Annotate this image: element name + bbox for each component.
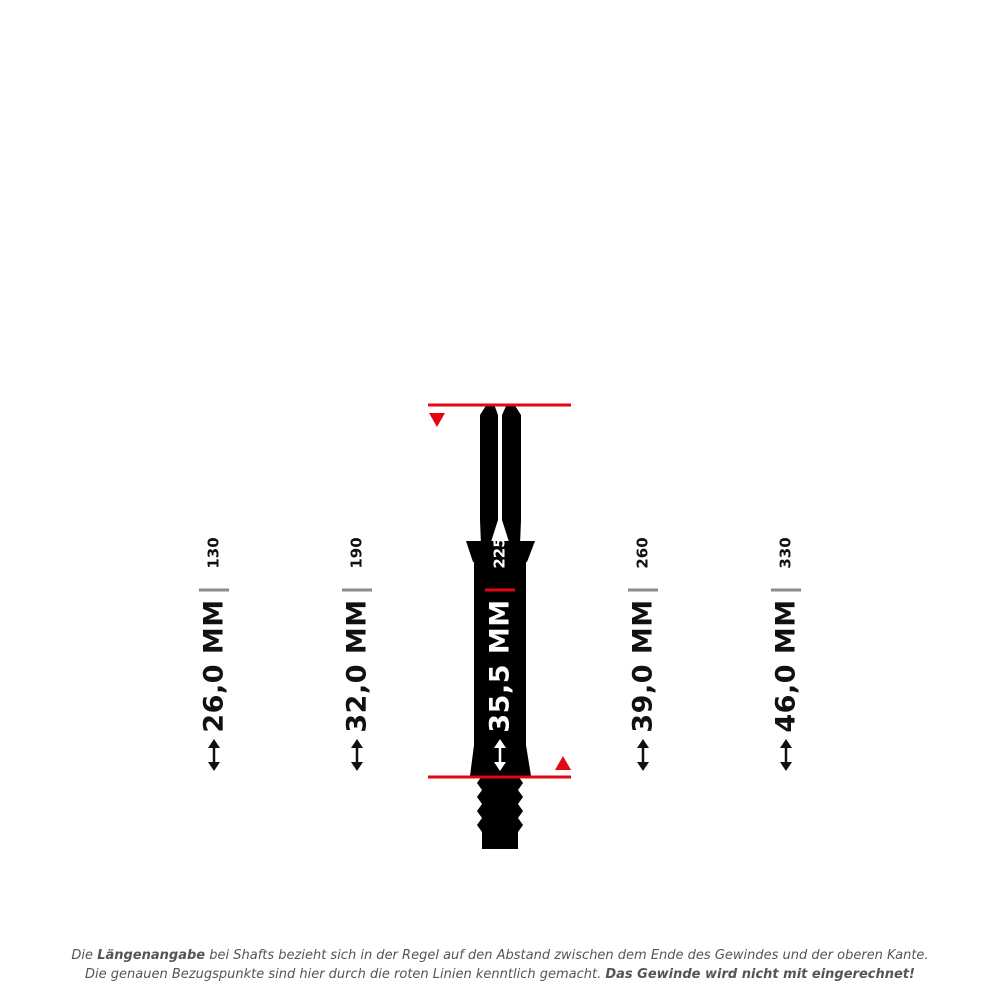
caption-line1-bold: Längenangabe [97, 948, 206, 963]
caption-line1-suffix: bei Shafts bezieht sich in der Regel auf den Abstand zwischen dem Ende des Gewindes und der oberen Kante. [205, 948, 929, 963]
top-reference-triangle [429, 413, 445, 427]
shaft-length-130: 26,0 MM [198, 599, 230, 733]
caption-line2-bold: Das Gewinde wird nicht mit eingerechnet! [605, 967, 915, 982]
caption-line-1 [0, 946, 1000, 965]
double-arrow-icon [351, 739, 363, 771]
shaft-thread [477, 776, 523, 849]
caption-line2-prefix: Die genauen Bezugspunkte sind hier durch die roten Linien kenntlich gemacht. [85, 967, 606, 982]
shaft-code-260: 260 [633, 537, 652, 569]
caption-line1-prefix: Die [71, 948, 98, 963]
shaft-length-190: 32,0 MM [341, 599, 373, 733]
caption [0, 946, 1000, 984]
shaft-code-330: 330 [776, 537, 795, 569]
shaft-code-190: 190 [347, 537, 366, 569]
shaft-right-prong [502, 404, 521, 545]
caption-line-2 [0, 965, 1000, 984]
shaft-left-prong [480, 404, 498, 545]
shaft-length-330: 46,0 MM [770, 599, 802, 733]
double-arrow-icon [780, 739, 792, 771]
double-arrow-icon [637, 739, 649, 771]
shaft-code-130: 130 [204, 537, 223, 569]
bottom-reference-triangle [555, 756, 571, 770]
shaft-code-225: 225 [490, 537, 509, 569]
shaft-length-260: 39,0 MM [627, 599, 659, 733]
shaft-length-225: 35,5 MM [484, 599, 516, 733]
double-arrow-icon [208, 739, 220, 771]
